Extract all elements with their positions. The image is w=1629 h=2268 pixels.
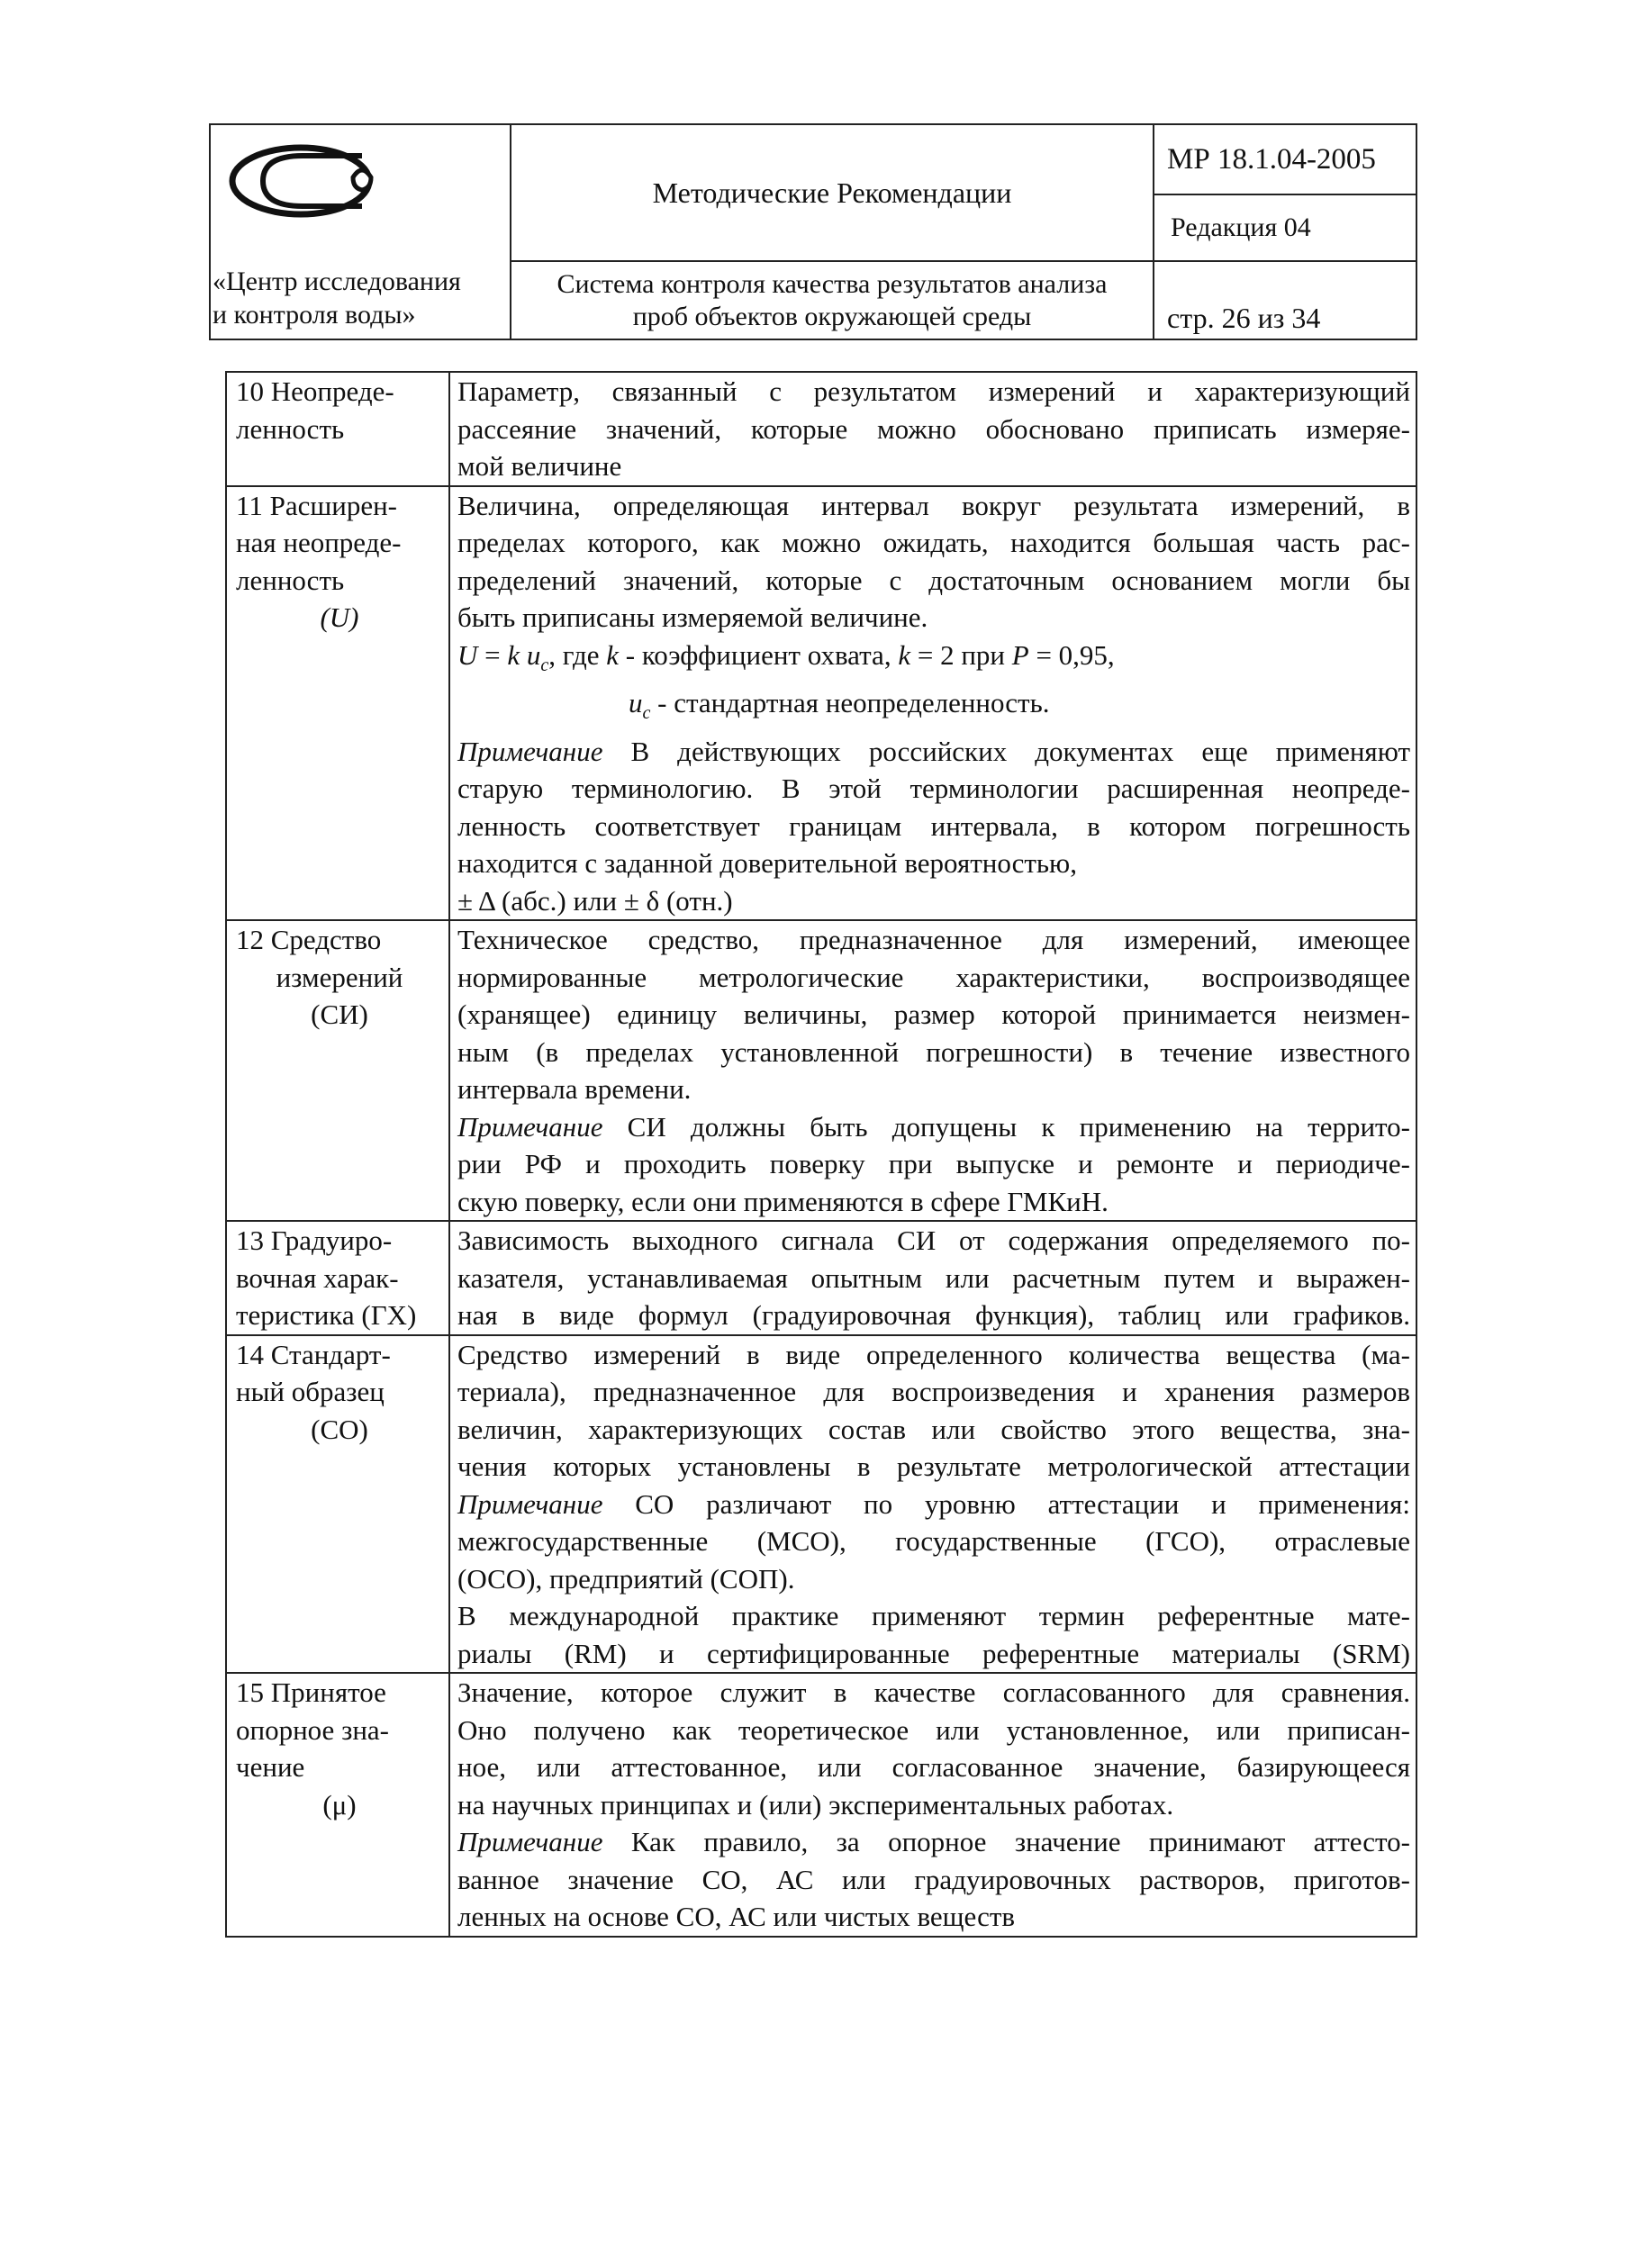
table-row [226, 372, 1416, 486]
term-line: ный образец [236, 1376, 385, 1408]
formula-u: U [457, 638, 478, 671]
definition-line: мой величине [457, 450, 622, 482]
definition-line: рассеяние значений, которые можно обосновано приписать измеряе- [457, 412, 1410, 445]
definition-line: Величина, определяющая интервал вокруг результата измерений, в [457, 489, 1410, 521]
definition-cell [449, 1221, 1416, 1335]
definition-line: (хранящее) единицу величины, размер которой принимается неизмен- [457, 998, 1410, 1031]
definition-cell [449, 920, 1416, 1221]
formula-k: k [507, 638, 520, 671]
definition-line: Оно получено как теоретическое или установленное, или приписан- [457, 1713, 1410, 1746]
org-line-1: «Центр исследования [213, 267, 461, 296]
note-line [457, 1823, 1410, 1861]
term-line: 15 Принятое [236, 1676, 386, 1709]
note-line [457, 733, 1410, 771]
note-line [457, 1108, 1410, 1146]
org-line-2: и контроля воды» [213, 300, 416, 330]
term-line: ленность [236, 564, 345, 596]
formula-text: , где [548, 638, 607, 671]
note-line: рии РФ и проходить поверку при выпуске и ремонте и периодиче- [457, 1148, 1410, 1180]
document-title: Методические Рекомендации [511, 124, 1154, 261]
term-line: ная неопреде- [236, 527, 402, 558]
definition-cell [449, 486, 1416, 921]
table-row [226, 1335, 1416, 1674]
note-line: находится с заданной доверительной вероятностью, [457, 847, 1077, 880]
note-text: В действующих российских документах еще применяют [602, 735, 1410, 767]
page-number: стр. 26 из 34 [1154, 261, 1416, 339]
definition-cell [449, 372, 1416, 486]
table-row [226, 1221, 1416, 1335]
term-line: 13 Градуиро- [236, 1224, 393, 1257]
definition-line: казателя, устанавливаемая опытным или расчетным путем и выражен- [457, 1261, 1410, 1294]
note-text: СИ должны быть допущены к применению на террито- [602, 1110, 1410, 1143]
definition-line: ная в виде формул (градуировочная функция), таблиц или графиков. [457, 1299, 1410, 1332]
table-row [226, 920, 1416, 1221]
formula-k3: k [898, 638, 911, 671]
definition-cell [449, 1335, 1416, 1674]
definition-line: териала), предназначенное для воспроизведения и хранения размеров [457, 1376, 1410, 1408]
term-cell [226, 920, 449, 1221]
term-symbol: (СО) [311, 1413, 368, 1445]
note-text: Как правило, за опорное значение принимают аттесто- [602, 1826, 1410, 1858]
term-symbol: (СИ) [311, 998, 368, 1031]
term-line: вочная харак- [236, 1261, 399, 1294]
note-line: ленность соответствует границам интервала, в котором погрешность [457, 809, 1410, 842]
table-row [226, 486, 1416, 921]
note-line: ± Δ (абс.) или ± δ (отн.) [457, 884, 733, 917]
formula-text: = 0,95, [1028, 638, 1115, 671]
note-line: старую терминологию. В этой терминологии расширенная неопреде- [457, 773, 1410, 805]
term-line: ленность [236, 412, 345, 445]
definition-line: пределах которого, как можно ожидать, находится большая часть рас- [457, 527, 1410, 558]
term-line: теристика (ГХ) [236, 1299, 417, 1332]
document-number: МР 18.1.04-2005 [1154, 124, 1416, 194]
term-cell [226, 1673, 449, 1937]
note-label: Примечание [457, 735, 603, 767]
definition-line: пределений значений, которые с достаточным основанием могли бы [457, 564, 1410, 596]
definition-line: нормированные метрологические характеристики, воспроизводящее [457, 961, 1410, 993]
formula-uc-sub: c [540, 655, 549, 675]
note-label: Примечание [457, 1487, 603, 1520]
formula-text: = 2 при [910, 638, 1012, 671]
formula-text: - стандартная неопределенность. [650, 687, 1050, 719]
term-line: 12 Средство [236, 924, 382, 956]
formula-p: P [1011, 638, 1029, 671]
note-line: ванное значение СО, АС или градуировочных растворов, приготов- [457, 1863, 1410, 1895]
note-line: (ОСО), предприятий (СОП). [457, 1562, 795, 1595]
term-cell [226, 1335, 449, 1674]
formula-eq: = [477, 638, 508, 671]
definition-line: Параметр, связанный с результатом измерений и характеризующий [457, 375, 1410, 407]
edition: Редакция 04 [1154, 194, 1416, 261]
definition-line: Зависимость выходного сигнала СИ от содержания определяемого по- [457, 1224, 1410, 1257]
organization-name [213, 265, 461, 331]
formula-uc: u [629, 687, 643, 719]
subtitle-line-2: проб объектов окружающей среды [632, 301, 1032, 331]
subtitle-line-1: Система контроля качества результатов анализа [557, 268, 1108, 299]
organization-logo-icon [227, 136, 389, 235]
note-line: В международной практике применяют термин референтные мате- [457, 1600, 1410, 1632]
term-cell [226, 486, 449, 921]
note-label: Примечание [457, 1110, 603, 1143]
note-label: Примечание [457, 1826, 603, 1858]
note-line: межгосударственные (МСО), государственные (ГСО), отраслевые [457, 1525, 1410, 1558]
table-row [226, 1673, 1416, 1937]
formula-line-2 [457, 684, 1410, 733]
definition-line: быть приписаны измеряемой величине. [457, 601, 928, 633]
term-line: измерений [276, 961, 403, 993]
term-line: опорное зна- [236, 1713, 389, 1746]
note-text: СО различают по уровню аттестации и применения: [602, 1487, 1410, 1520]
definition-line: на научных принципах и (или) экспериментальных работах. [457, 1788, 1174, 1821]
formula-uc: u [526, 638, 541, 671]
formula-k2: k [606, 638, 619, 671]
definition-line: Средство измерений в виде определенного количества вещества (ма- [457, 1338, 1410, 1370]
terms-table [225, 371, 1417, 1938]
definition-line: ным (в пределах установленной погрешности) в течение известного [457, 1035, 1410, 1068]
note-line [457, 1486, 1410, 1523]
term-line: 10 Неопреде- [236, 375, 394, 407]
term-line: 14 Стандарт- [236, 1338, 391, 1370]
term-line: 11 Расширен- [236, 489, 397, 521]
term-cell [226, 372, 449, 486]
formula-text: - коэффициент охвата, [619, 638, 899, 671]
note-line: скую поверку, если они применяются в сфере ГМКиН. [457, 1185, 1109, 1217]
term-line: чение [236, 1751, 305, 1784]
term-symbol: (U) [320, 601, 359, 633]
definition-line: чения которых установлены в результате метрологической аттестации [457, 1450, 1410, 1483]
term-symbol: (μ) [322, 1788, 357, 1821]
formula-uc-sub: c [642, 703, 651, 724]
definition-cell [449, 1673, 1416, 1937]
definition-line: величин, характеризующих состав или свойство этого вещества, зна- [457, 1413, 1410, 1445]
document-header [209, 123, 1417, 340]
note-line: ленных на основе СО, АС или чистых веществ [457, 1901, 1016, 1933]
definition-line: интервала времени. [457, 1073, 692, 1106]
definition-line: Значение, которое служит в качестве согласованного для сравнения. [457, 1676, 1410, 1709]
definition-line: Техническое средство, предназначенное для измерений, имеющее [457, 924, 1410, 956]
term-cell [226, 1221, 449, 1335]
definition-line: ное, или аттестованное, или согласованное значение, базирующееся [457, 1751, 1410, 1784]
document-subtitle [511, 261, 1154, 339]
note-line: риалы (RM) и сертифицированные референтные материалы (SRM) [457, 1637, 1410, 1669]
formula-line [457, 637, 1410, 685]
logo-cell [210, 124, 511, 339]
